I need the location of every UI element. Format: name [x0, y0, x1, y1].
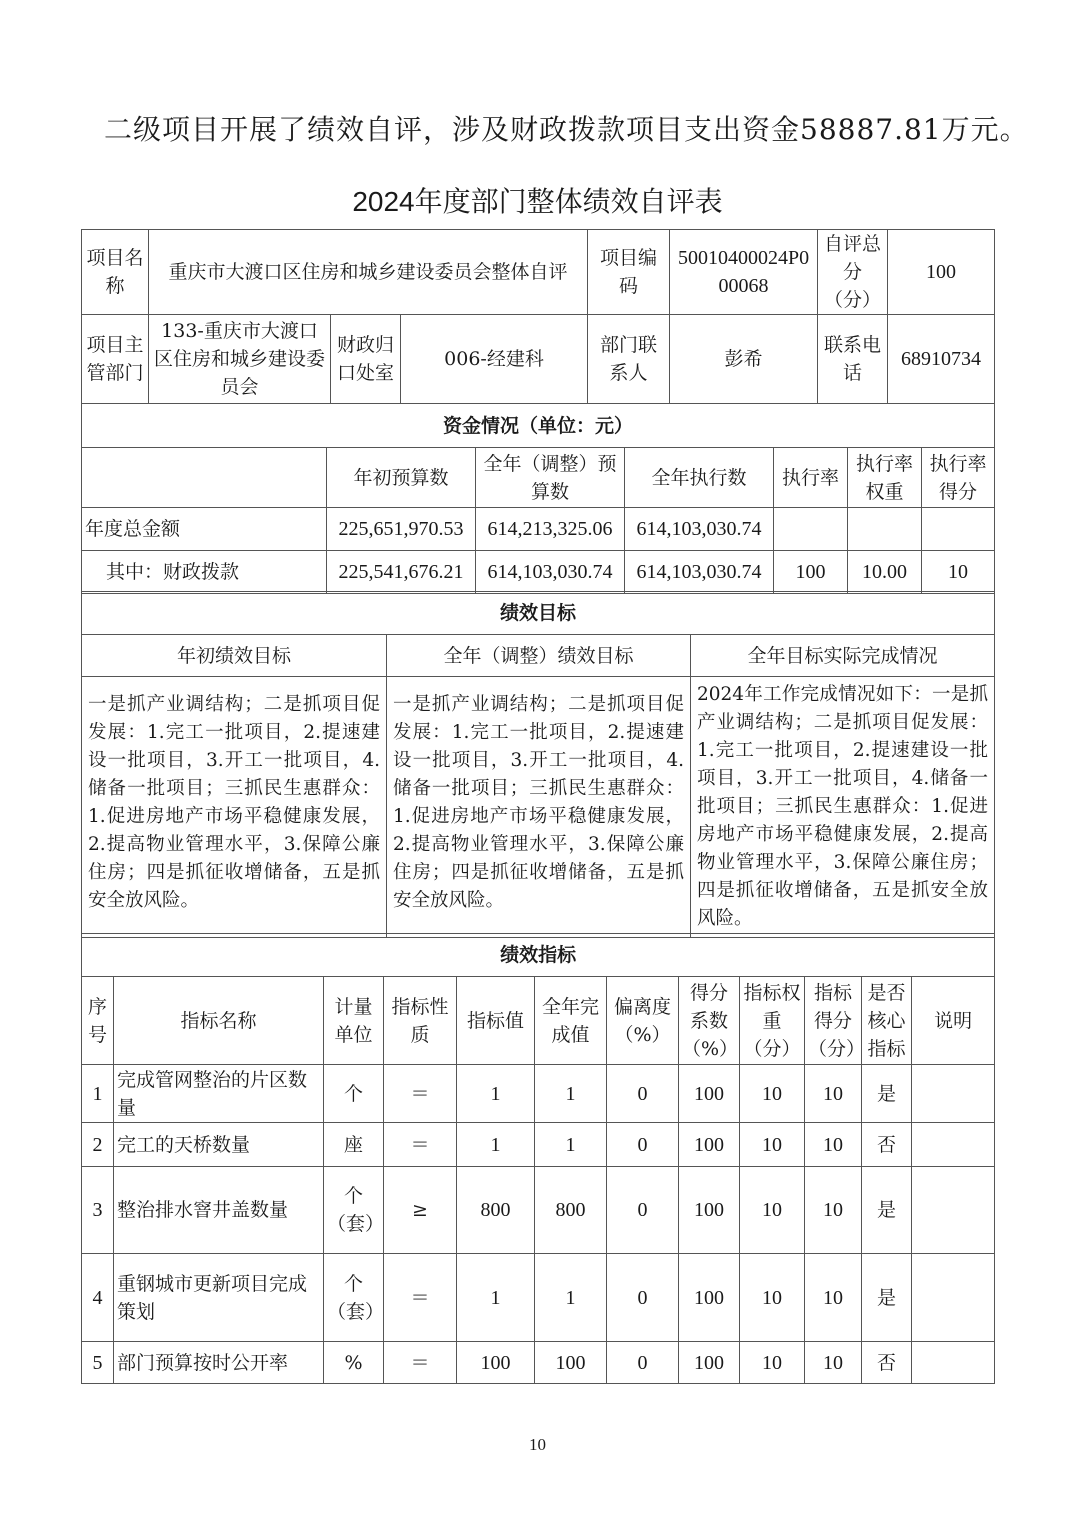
ind-coef: 100 [679, 1254, 740, 1342]
ind-target: 1 [457, 1123, 535, 1167]
phone-value: 68910734 [888, 315, 995, 404]
ind-header-nature: 指标性质 [384, 977, 457, 1065]
ind-weight: 10 [740, 1123, 805, 1167]
ind-core: 是 [862, 1167, 912, 1254]
ind-header-name: 指标名称 [114, 977, 324, 1065]
ind-header-weight: 指标权重（分） [740, 977, 805, 1065]
ind-note [912, 1167, 995, 1254]
contact-value: 彭希 [670, 315, 818, 404]
ind-deviation: 0 [607, 1342, 679, 1384]
ind-note [912, 1065, 995, 1123]
ind-nature: ＝ [384, 1342, 457, 1384]
indicator-row [82, 1065, 995, 1123]
indicators-table [81, 933, 995, 1384]
ind-header-no: 序号 [82, 977, 114, 1065]
ind-unit: % [324, 1342, 384, 1384]
ind-no: 1 [82, 1065, 114, 1123]
intro-paragraph: 二级项目开展了绩效自评，涉及财政拨款项目支出资金58887.81万元。 [104, 113, 1029, 146]
ind-actual: 800 [535, 1167, 607, 1254]
ind-actual: 100 [535, 1342, 607, 1384]
ind-core: 否 [862, 1342, 912, 1384]
goal-adjusted-text: 一是抓产业调结构；二是抓项目促发展：1.完工一批项目，2.提速建设一批项目，3.开工一批项目，4.储备一批项目；三抓民生惠群众：1.促进房地产市场平稳健康发展，2.提高物业管理水平，3.保障公廉住房；四是抓征收增储备，五是抓安全放风险。 [387, 677, 691, 938]
funds-row-initial: 225,541,676.21 [327, 551, 476, 594]
funds-row-initial: 225,651,970.53 [327, 508, 476, 551]
ind-weight: 10 [740, 1254, 805, 1342]
ind-score: 10 [805, 1342, 862, 1384]
project-name-value: 重庆市大渡口区住房和城乡建设委员会整体自评 [149, 230, 588, 315]
ind-coef: 100 [679, 1342, 740, 1384]
ind-no: 2 [82, 1123, 114, 1167]
ind-unit: 个（套） [324, 1254, 384, 1342]
ind-core: 是 [862, 1254, 912, 1342]
ind-note [912, 1342, 995, 1384]
indicators-section-title: 绩效指标 [82, 934, 995, 977]
ind-weight: 10 [740, 1167, 805, 1254]
ind-target: 800 [457, 1167, 535, 1254]
funds-header-weight: 执行率权重 [848, 448, 922, 508]
ind-weight: 10 [740, 1342, 805, 1384]
funds-section-title: 资金情况（单位：元） [82, 404, 995, 448]
ind-deviation: 0 [607, 1065, 679, 1123]
finance-office-label: 财政归口处室 [331, 315, 401, 404]
indicator-row [82, 1342, 995, 1384]
funds-header-executed: 全年执行数 [625, 448, 774, 508]
funds-row [82, 551, 995, 594]
funds-header-score: 执行率得分 [922, 448, 995, 508]
ind-score: 10 [805, 1065, 862, 1123]
ind-score: 10 [805, 1254, 862, 1342]
self-score-label: 自评总分（分） [818, 230, 888, 315]
ind-no: 5 [82, 1342, 114, 1384]
project-code-value: 50010400024P000068 [670, 230, 818, 315]
ind-actual: 1 [535, 1254, 607, 1342]
ind-header-core: 是否核心指标 [862, 977, 912, 1065]
ind-nature: ＝ [384, 1254, 457, 1342]
ind-nature: ＝ [384, 1065, 457, 1123]
ind-core: 否 [862, 1123, 912, 1167]
funds-header-adjusted: 全年（调整）预算数 [476, 448, 625, 508]
dept-label: 项目主管部门 [82, 315, 149, 404]
goals-header-initial: 年初绩效目标 [82, 635, 387, 677]
goal-initial-text: 一是抓产业调结构；二是抓项目促发展：1.完工一批项目，2.提速建设一批项目，3.开工一批项目，4.储备一批项目；三抓民生惠群众：1.促进房地产市场平稳健康发展，2.提高物业管理水平，3.保障公廉住房；四是抓征收增储备，五是抓安全放风险。 [82, 677, 387, 938]
funds-row-rate [774, 508, 848, 551]
funds-row-label: 其中：财政拨款 [82, 551, 327, 594]
ind-name: 部门预算按时公开率 [114, 1342, 324, 1384]
ind-header-coef: 得分系数（%） [679, 977, 740, 1065]
ind-unit: 座 [324, 1123, 384, 1167]
ind-header-score: 指标得分（分） [805, 977, 862, 1065]
ind-nature: ≥ [384, 1167, 457, 1254]
funds-row-label: 年度总金额 [82, 508, 327, 551]
funds-header-rate: 执行率 [774, 448, 848, 508]
indicator-row [82, 1254, 995, 1342]
ind-actual: 1 [535, 1123, 607, 1167]
ind-weight: 10 [740, 1065, 805, 1123]
indicator-row [82, 1167, 995, 1254]
phone-label: 联系电话 [818, 315, 888, 404]
ind-nature: ＝ [384, 1123, 457, 1167]
funds-row-weight [848, 508, 922, 551]
page-number: 10 [529, 1435, 546, 1454]
ind-core: 是 [862, 1065, 912, 1123]
ind-note [912, 1123, 995, 1167]
ind-deviation: 0 [607, 1167, 679, 1254]
funds-row-score: 10 [922, 551, 995, 594]
funds-header-initial: 年初预算数 [327, 448, 476, 508]
project-info-table [81, 229, 995, 404]
ind-name: 完工的天桥数量 [114, 1123, 324, 1167]
project-name-label: 项目名称 [82, 230, 149, 315]
ind-header-deviation: 偏离度（%） [607, 977, 679, 1065]
goals-section-title: 绩效目标 [82, 592, 995, 635]
goals-header-adjusted: 全年（调整）绩效目标 [387, 635, 691, 677]
ind-header-note: 说明 [912, 977, 995, 1065]
contact-label: 部门联系人 [588, 315, 670, 404]
funds-row-rate: 100 [774, 551, 848, 594]
funds-row [82, 508, 995, 551]
funds-row-adjusted: 614,213,325.06 [476, 508, 625, 551]
ind-name: 重钢城市更新项目完成策划 [114, 1254, 324, 1342]
self-score-value: 100 [888, 230, 995, 315]
ind-actual: 1 [535, 1065, 607, 1123]
page-title: 2024年度部门整体绩效自评表 [352, 186, 723, 217]
ind-deviation: 0 [607, 1254, 679, 1342]
funds-header-empty [82, 448, 327, 508]
ind-name: 整治排水窨井盖数量 [114, 1167, 324, 1254]
dept-value: 133-重庆市大渡口区住房和城乡建设委员会 [149, 315, 331, 404]
ind-header-target: 指标值 [457, 977, 535, 1065]
ind-deviation: 0 [607, 1123, 679, 1167]
ind-no: 4 [82, 1254, 114, 1342]
goals-header-actual: 全年目标实际完成情况 [691, 635, 995, 677]
project-code-label: 项目编码 [588, 230, 670, 315]
ind-coef: 100 [679, 1065, 740, 1123]
ind-target: 1 [457, 1065, 535, 1123]
ind-header-unit: 计量单位 [324, 977, 384, 1065]
funds-table [81, 403, 995, 594]
ind-target: 100 [457, 1342, 535, 1384]
funds-row-weight: 10.00 [848, 551, 922, 594]
ind-coef: 100 [679, 1167, 740, 1254]
ind-coef: 100 [679, 1123, 740, 1167]
ind-score: 10 [805, 1167, 862, 1254]
funds-row-adjusted: 614,103,030.74 [476, 551, 625, 594]
indicator-row [82, 1123, 995, 1167]
ind-name: 完成管网整治的片区数量 [114, 1065, 324, 1123]
ind-score: 10 [805, 1123, 862, 1167]
finance-office-value: 006-经建科 [401, 315, 588, 404]
funds-row-score [922, 508, 995, 551]
funds-row-executed: 614,103,030.74 [625, 551, 774, 594]
ind-target: 1 [457, 1254, 535, 1342]
ind-header-actual: 全年完成值 [535, 977, 607, 1065]
ind-no: 3 [82, 1167, 114, 1254]
goals-table [81, 591, 995, 938]
funds-row-executed: 614,103,030.74 [625, 508, 774, 551]
ind-unit: 个（套） [324, 1167, 384, 1254]
ind-unit: 个 [324, 1065, 384, 1123]
goal-actual-text: 2024年工作完成情况如下：一是抓产业调结构；二是抓项目促发展：1.完工一批项目，2.提速建设一批项目，3.开工一批项目，4.储备一批项目；三抓民生惠群众：1.促进房地产市场平稳健康发展，2.提高物业管理水平，3.保障公廉住房；四是抓征收增储备，五是抓安全放风险。 [691, 677, 995, 938]
ind-note [912, 1254, 995, 1342]
